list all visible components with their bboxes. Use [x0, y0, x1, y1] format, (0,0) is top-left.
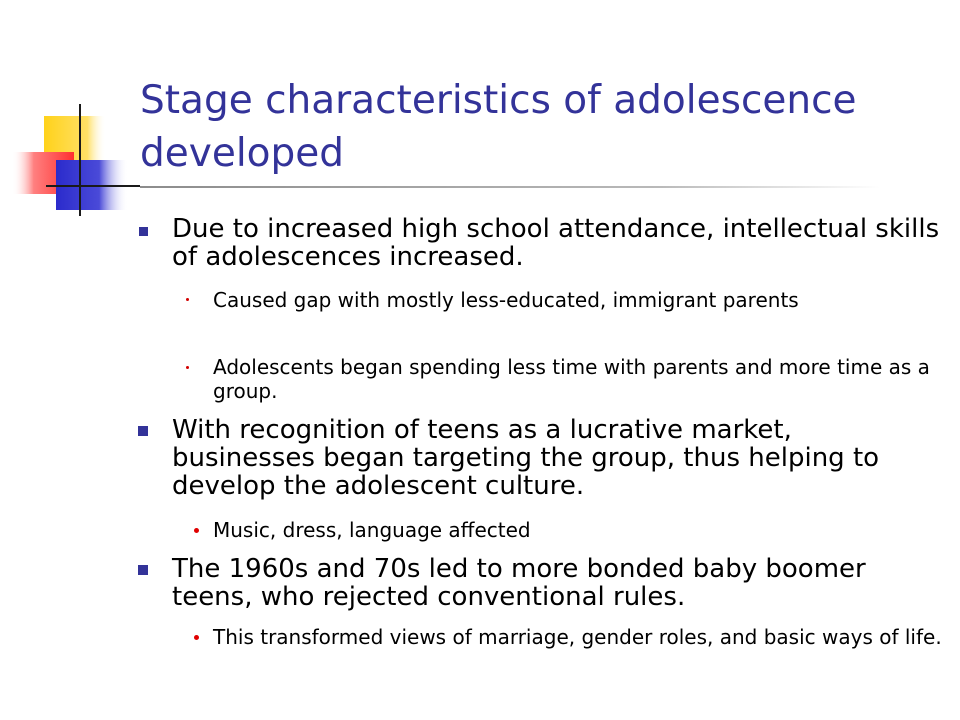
sub-bullet-text: Caused gap with mostly less-educated, immigrant parents — [213, 288, 799, 312]
sub-bullet-text: Adolescents began spending less time with parents and more time as a group. — [213, 355, 930, 403]
bullet-text: The 1960s and 70s led to more bonded baby boomer teens, who rejected conventional rules. — [172, 554, 866, 612]
sub-bullet-text: Music, dress, language affected — [213, 518, 531, 542]
bullet-dot-icon — [186, 366, 189, 369]
bullet-dot-icon — [194, 528, 199, 533]
bullet-text: With recognition of teens as a lucrative market, businesses began targeting the group, thus helping to develop the adolescent culture. — [172, 415, 880, 501]
bullet-dot-icon — [186, 298, 189, 301]
bullet-square-icon — [138, 565, 148, 575]
slide-title: Stage characteristics of adolescence developed — [140, 78, 857, 176]
bullet-square-icon — [138, 426, 148, 436]
bullet-dot-icon — [194, 635, 199, 640]
bullet-text: Due to increased high school attendance, intellectual skills of adolescences increased. — [172, 214, 940, 272]
sub-bullet-text: This transformed views of marriage, gender roles, and basic ways of life. — [213, 625, 942, 649]
bullet-square-icon — [139, 227, 148, 236]
